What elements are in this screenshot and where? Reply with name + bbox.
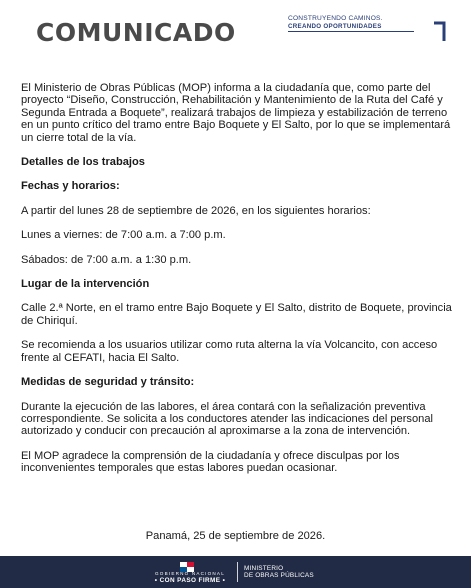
slogan-logo (288, 15, 448, 47)
ministry-label-line-2: DE OBRAS PÚBLICAS (244, 572, 314, 579)
weekday-hours: Lunes a viernes: de 7:00 a.m. a 7:00 p.m. (21, 229, 226, 242)
corner-bracket-icon (434, 21, 446, 41)
safety-paragraph: Durante la ejecución de las labores, el área contará con la señalización preventiva correspondiente. Se solicita a los conductores atender las indicaciones del personal autorizado y conducir con precaución al aproximarse a la zona de intervención. (21, 400, 433, 438)
footer-divider (237, 562, 238, 582)
section-heading-location: Lugar de la intervención (21, 278, 150, 291)
intro-paragraph: El Ministerio de Obras Públicas (MOP) informa a la ciudadanía que, como parte del proyecto “Diseño, Construcción, Rehabilitación y Mantenimiento de la Ruta del Café y Segunda Entrada a Boquete”, realizará trabajos de limpieza y estabilización de terreno en un punto crítico del tramo entre Bajo Boquete y El Salto, por lo que se implementará un cierre total de la vía. (21, 82, 451, 144)
alternate-route-paragraph: Se recomienda a los usuarios utilizar como ruta alterna la vía Volcancito, con acceso frente al CEFATI, hacia El Salto. (21, 339, 438, 364)
government-slogan: • CON PASO FIRME • (154, 577, 226, 584)
notice-body (21, 82, 453, 475)
section-heading-details: Detalles de los trabajos (21, 156, 145, 169)
section-heading-safety: Medidas de seguridad y tránsito: (21, 376, 195, 389)
page-title: COMUNICADO (36, 18, 236, 47)
closing-paragraph: El MOP agradece la comprensión de la ciudadanía y ofrece disculpas por los inconvenientes temporales que estas labores puedan ocasionar. (21, 449, 400, 475)
saturday-hours: Sábados: de 7:00 a.m. a 1:30 p.m. (21, 253, 192, 266)
date-line: Panamá, 25 de septiembre de 2026. (145, 530, 326, 542)
location-paragraph: Calle 2.ª Norte, en el tramo entre Bajo Boquete y El Salto, distrito de Boquete, provincia de Chiriquí. (21, 302, 452, 327)
slogan-line-1: CONSTRUYENDO CAMINOS. (288, 15, 383, 22)
footer (0, 556, 471, 588)
header (0, 0, 471, 62)
ministry-label-line-1: MINISTERIO (244, 565, 284, 572)
government-label: GOBIERNO NACIONAL (155, 571, 225, 576)
slogan-line-2: CREANDO OPORTUNIDADES (288, 23, 382, 30)
schedule-intro: A partir del lunes 28 de septiembre de 2026, en los siguientes horarios: (21, 204, 371, 217)
section-heading-schedule: Fechas y horarios: (21, 180, 120, 193)
slogan-underline (288, 31, 414, 32)
